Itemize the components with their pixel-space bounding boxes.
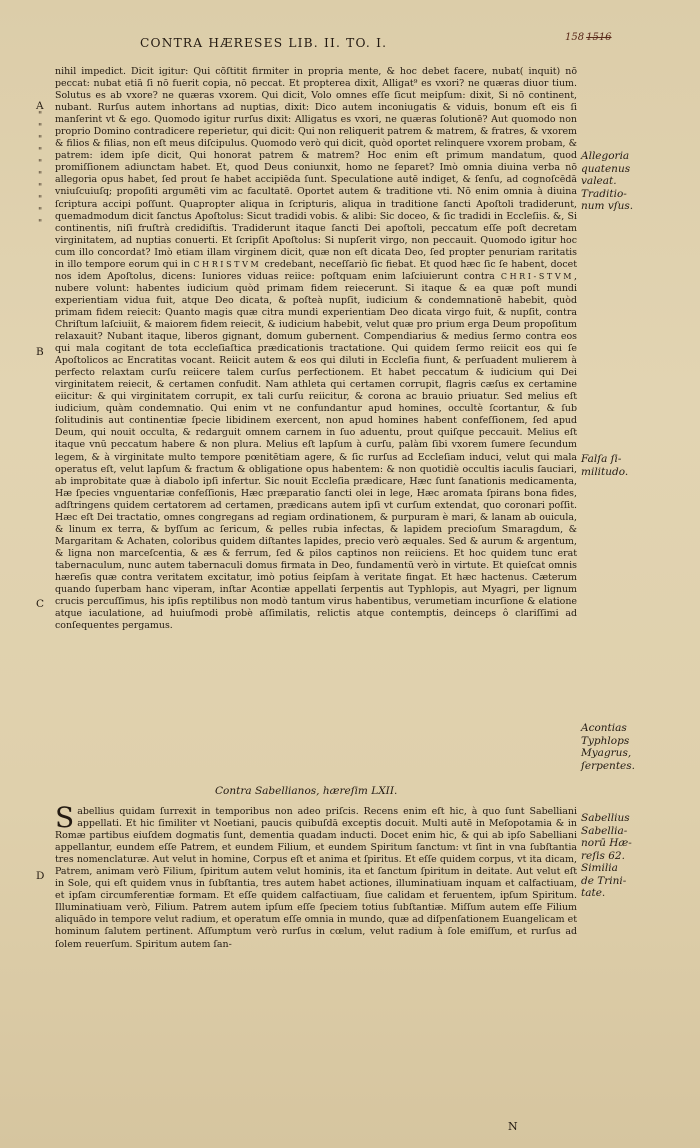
sidenote-falsa <box>581 453 628 478</box>
folio-number <box>565 32 612 43</box>
sidenote-line: Similia <box>581 862 618 874</box>
sidenote-line: tate. <box>581 887 606 899</box>
main-text-part-2: credebant, neceſſariò ſic fiebat. Et quod hæc ſic ſe habent, docet nos idem Apoſtolus, dicens: Iuniores viduas reiice: poſtquam enim laſciuierunt contra <box>55 258 577 282</box>
folio-new: 158 <box>565 32 585 43</box>
sidenote-line: norū Hæ- <box>581 837 632 849</box>
sidenote-sabellius <box>581 812 632 900</box>
sidenote-line: Typhlops <box>581 734 630 747</box>
main-text-part-1: nihil impedict. Dicit igitur: Qui cōſtitit firmiter in propria mente, & hoc debet facere, nubat( inquit) nō peccat: nubat etiā ſi nō fuerit copia, nō peccat. Et propterea dixit, Alligat⁹ es vxori? ne quæras diuor tium. Solutus es ab vxore? ne quæras vxorem. Qui dicit, Volo omnes eſſe ſicut meipſum: dixit, Si nō continent, nubant. Rurſus autem inhortans ad nuptias, dixit: Dico autem inconiugatis & viduis, bonum eſt eis ſi manſerint vt & ego. Quomodo igitur rurſus dixit: Alligatus es vxori, ne quæras ſolutionē? Aut quomodo non proprio Domino contradicere reperietur, qui dicit: Qui non reliquerit patrem & matrem, & fratres, & vxorem & filios & filias, non eſt meus diſcipulus. Quomodo verò qui dicit, quòd oportet relinquere vxorem probam, & patrem: idem ipſe dicit, Qui honorat patrem & matrem? Hoc enim eſt primum mandatum, quod promiſſionem adiunctam habet. Et, quod Deus coniunxit, homo ne ſeparet? Imò omnia diuina verba nō allegoria opus habet, ſed prout ſe habet accipiēda ſunt. Speculatione autē indiget, & ſenſu, ad cognoſcēdā vniuſcuiuſq; propoſiti argumēti vim ac facultatē. Oportet autem & traditione vti. Nō enim omnia à diuina ſcriptura accipi poſſunt. Quapropter aliqua in ſcripturis, aliqua in traditione ſancti Apoſtoli tradiderunt, quemadmodum dicit ſanctus Apoſtolus: Sicut tradidi vobis. & alibi: Sic doceo, & ſic tradidi in Eccleſiis. &, Si continentis, niſi fruſtrà credidiſtis. Tradiderunt itaque ſancti Dei apoſtoli, peccatum eſſe poſt decretam virginitatem, ad nuptias conuerti. Et ſcripſit Apoſtolus: Si nupſerit virgo, non peccauit. Quomodo igitur hoc cum illo concordat? Imò etiam illam virginem dicit, quæ non eſt dicata Deo, ſed propter penuriam raritatis in illo tempore eorum qui in <box>55 66 577 270</box>
running-title: CONTRA HÆRESES LIB. II. TO. I. <box>140 36 388 50</box>
sabellius-text-block <box>55 806 577 1118</box>
sidenote-allegoria <box>581 150 633 213</box>
sidenote-acontias <box>581 722 635 772</box>
margin-letter-a: A <box>36 100 44 112</box>
sidenote-line: Myagrus, <box>581 747 632 759</box>
margin-letter-c: C <box>36 598 45 610</box>
sidenote-line: Traditio- <box>581 187 627 200</box>
christum-small-caps-2b: STVM <box>538 271 575 281</box>
drop-capital: S <box>55 806 75 834</box>
quotation-marks: " " " " " " " " " " <box>38 111 43 230</box>
christum-small-caps-2a: CHRI- <box>500 271 539 281</box>
sabellius-text: abellius quidam ſurrexit in temporibus non adeo priſcis. Recens enim eſt hic, à quo ſunt Sabelliani appellati. Et hic ſimiliter vt Noetiani, paucis quibuſdā exceptis docuit. Multi autē in Meſopotamia & in Romæ partibus eiuſdem dogmatis ſunt, dementia quadam inducti. Docet enim hic, & qui ab ipſo Sabelliani appellantur, eundem eſſe Patrem, et eundem Filium, et eundem Spiritum ſanctum: vt ſint in vna ſubſtantia tres nomenclaturæ. Aut velut in homine, Corpus eſt et anima et ſpiritus. Et eſſe quidem corpus, vt ita dicam, Patrem, animam verò Filium, ſpiritum autem velut hominis, ita et ſanctum ſpiritum in deitate. Aut velut eſt in Sole, qui eſt quidem vnus in ſubſtantia, tres autem habet actiones, illuminatiuam inquam et calfactiuam, et ipſam circumferentiæ formam. Et eſſe quidem calfactiuam, ſiue calidam et feruentem, ipſum Spiritum. Illuminatiuam verò, Filium. Patrem autem ipſum eſſe ſpeciem totius ſubſtantiæ. Miſſum autem eſſe Filium aliquādo in tempore velut radium, et operatum eſſe omnia in mundo, quæ ad diſpenſationem Euangelicam et hominum ſalutem pertinent. Aſſumptum verò rurſus in cœlum, velut radium à ſole emiſſum, et rurſus ad ſolem reuerſum. Spiritum autem ſan- <box>55 806 577 950</box>
sidenote-line: ſerpentes. <box>581 759 635 772</box>
margin-letter-d: D <box>36 870 45 882</box>
sidenote-line: militudo. <box>581 465 629 478</box>
section-heading: Contra Sabellianos, hæreſim LXII. <box>215 785 398 797</box>
sidenote-line: quatenus <box>581 162 631 175</box>
sidenote-line: reſis 62. <box>581 849 625 862</box>
sidenote-line: Acontias <box>581 722 627 734</box>
sidenote-line: valeat. <box>581 175 617 187</box>
sidenote-line: Falſa ſi- <box>581 453 622 465</box>
catchword: N <box>508 1120 518 1133</box>
sidenote-line: num vſus. <box>581 200 634 212</box>
margin-letter-b: B <box>36 346 44 358</box>
sidenote-line: Allegoria <box>581 150 630 162</box>
folio-old: 1516 <box>586 32 612 43</box>
sidenote-line: Sabellius <box>581 812 630 824</box>
christum-small-caps-1: CHRISTVM <box>193 259 262 269</box>
sidenote-line: de Trini- <box>581 874 627 887</box>
main-text-part-3: , nubere volunt: habentes iudicium quòd primam fidem reiecerunt. Si itaque & ea quæ poſt mundi experientiam vidua fuit, atque Deo dicata, & poſteà nupſit, iudicium & condemnationē habebit, quòd primam fidem reiecit: Quanto magis quæ citra mundi experientiam Deo dicata virgo fuit, & nupſit, contra Chriſtum laſciuiit, & maiorem fidem reiecit, & iudicium habebit, velut quæ pro prium erga Deum propoſitum relaxauit? Nubant itaque, liberos gignant, domum gubernent. Compendiarius & medius ſermo contra eos qui mala cogitant de tota eccleſiaſtica prædicationis tractatione. Qui quidem ſermo reiicit eos qui ſe Apoſtolicos ac Encratitas vocant. Reiicit autem & eos qui diluti in Eccleſia fiunt, & perſuadent mulierem à perfecto relaxtam curſu reiicere talem curſus perfectionem. Et habet peccatum & iudicium qui Dei virginitatem reiecit, & certamen confudit. Nam athleta qui certamen corrupit, flagris cæſus ex certamine eiicitur: & qui virginitatem corrupit, ex tali curſu reiicitur, & corona ac brauio priuatur. Sed melius eſt iudicium, quàm condemnatio. Qui enim vt ne confundantur apud homines, occultè ſcortantur, & ſub ſolitudinis aut continentiæ ſpecie libidinem exercent, non apud homines habent confeſſionem, ſed apud Deum, qui nouit occulta, & redarguit omnem carnem in ſuo aduentu, prout quiſque peccauit. Melius eſt itaque vnū peccatum habere & non plura. Melius eſt lapſum à curſu, palàm ſibi vxorem ſumere ſecundum legem, & à virginitate multo tempore pœnitētiam agere, & ſic rurſus ad Eccleſiam induci, velut qui mala operatus eſt, velut lapſum & fractum & obligatione opus habentem: & non quotidiè occultis iaculis ſauciari, ab improbitate quæ à diabolo ipſi infertur. Sic nouit Eccleſia prædicare, Hæc ſunt ſanationis medicamenta, Hæ ſpecies vnguentariæ confeſſionis, Hæc præparatio ſancti olei in lege, Hæc aromata ſpirans bona fides, adſtringens quidem certatorem ad certamen, prædicans autem ipſi vt curſum extendat, quo coronari poſſit. Hæc eſt Dei tractatio, omnes congregans ad regiam ordinationem, & purpuram è mari, & lanam ab ouicula, & linum ex terra, & byſſum ac ſericum, & pelles rubia infectas, & lapidem precioſum Smaragdum, & Margaritam & Achaten, coloribus quidem diſtantes lapides, precio verò æquales. Sed & aurum & argentum, & ligna non marceſcentia, & æs & ferrum, ſed & pilos captinos non reiiciens. Et hoc quidem tunc erat tabernaculum, nunc autem tabernaculi domus firmata in Deo, fundamentū verò in virtute. Et quieſcat omnis hæreſis quæ contra veritatem excitatur, imò potius ſeipſam à veritate fingat. Et hæc hactenus. Cæterum quando ſuperbam hanc viperam, inſtar Acontiæ appellati ſerpentis aut Typhlopis, aut Myagri, per lignum crucis percuſſimus, his ipſis reptilibus non modò tantum virus habentibus, verumetiam incurſione & elatione atque iaculatione, ad huiuſmodi probè aſſimilatis, relictis atque contemptis, deinceps ô clariſſimi ad conſequentes pergamus. <box>55 270 577 632</box>
main-text-block <box>55 66 577 774</box>
sidenote-line: Sabellia- <box>581 824 628 837</box>
